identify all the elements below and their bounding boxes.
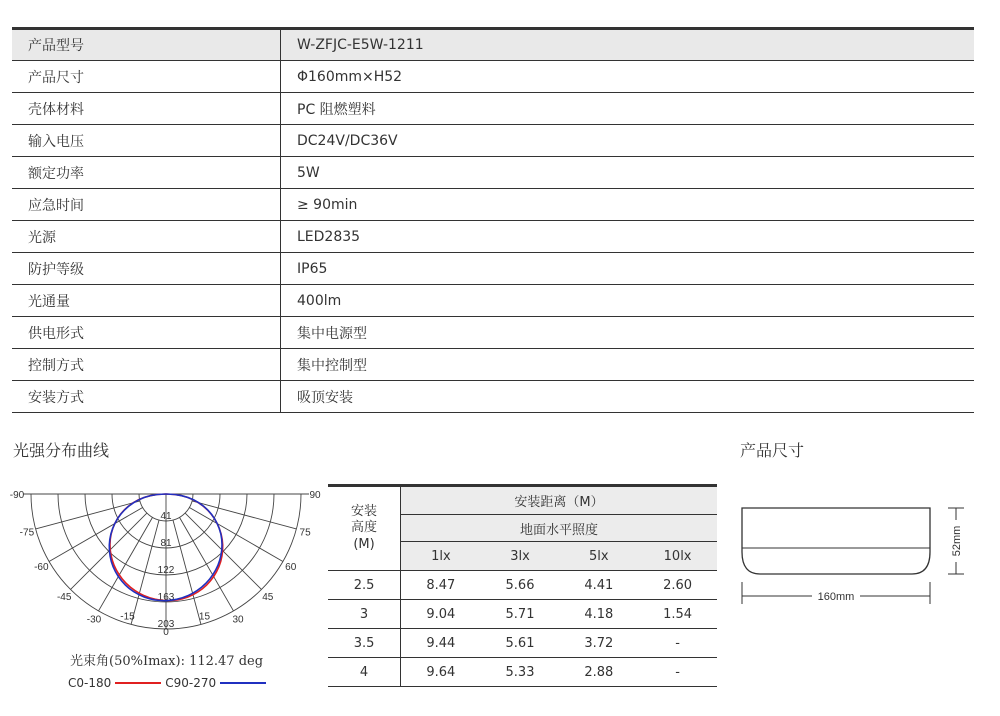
table-row [12,381,974,413]
spec-label: 光源 [12,221,281,253]
angle-label: -75 [19,527,35,539]
spec-value: 集中控制型 [281,349,975,381]
table-row [328,600,717,629]
angle-label: -15 [120,611,135,623]
spec-value: IP65 [281,253,975,285]
spec-value: W-ZFJC-E5W-1211 [281,29,975,61]
spec-table [12,27,974,413]
table-cell: 2.60 [638,571,717,600]
spec-value: LED2835 [281,221,975,253]
table-cell: 5.71 [481,600,560,629]
table-cell: 1.54 [638,600,717,629]
polar-radial-line [36,501,140,529]
width-label: 160mm [817,591,855,603]
table-row [328,629,717,658]
angle-label: 15 [198,611,211,623]
table-row [12,285,974,317]
polar-radial-line [131,520,159,624]
polar-labels [10,490,321,638]
height-cell: 2.5 [328,571,401,600]
table-row [12,61,974,93]
table-cell: 5.33 [481,658,560,687]
table-cell: 4.41 [559,571,638,600]
table-cell: - [638,658,717,687]
spec-label: 应急时间 [12,189,281,221]
illuminance-table [328,484,717,687]
spec-value: 5W [281,157,975,189]
light-distribution-chart [8,478,321,648]
spec-label: 光通量 [12,285,281,317]
height-cell: 3 [328,600,401,629]
spec-label: 额定功率 [12,157,281,189]
table-row [12,157,974,189]
angle-label: -30 [86,614,102,626]
spec-label: 供电形式 [12,317,281,349]
column-header: 1lx [401,542,481,571]
spec-value: DC24V/DC36V [281,125,975,157]
beam-angle-caption: 光束角(50%Imax): 112.47 deg [70,654,264,669]
ring-label: 81 [160,538,172,549]
table-row [12,189,974,221]
angle-label: 0 [163,627,169,638]
polar-radial-line [173,520,201,624]
column-header: 5lx [559,542,638,571]
polar-radial-line [192,501,296,529]
table-row [12,221,974,253]
table-cell: 9.64 [401,658,481,687]
distance-group-header: 安装距离（M） [401,486,717,515]
legend-c0-180-label: C0-180 [68,676,112,690]
table-cell: 5.61 [481,629,560,658]
table-cell: 9.44 [401,629,481,658]
table-row [12,317,974,349]
spec-label: 输入电压 [12,125,281,157]
spec-value: 吸顶安装 [281,381,975,413]
angle-label: -60 [34,562,49,573]
spec-value: ≥ 90min [281,189,975,221]
table-row [12,93,974,125]
product-outline [742,508,930,574]
height-header: 安装 高度 (M) [328,486,401,571]
spec-value: Φ160mm×H52 [281,61,975,93]
table-cell: - [638,629,717,658]
angle-label: -90 [9,490,25,501]
spec-label: 安装方式 [12,381,281,413]
table-cell: 5.66 [481,571,560,600]
spec-value: PC 阻燃塑料 [281,93,975,125]
angle-label: 90 [309,490,321,501]
table-cell: 8.47 [401,571,481,600]
angle-label: 30 [232,614,244,626]
ring-label: 122 [157,565,175,576]
spec-value: 400lm [281,285,975,317]
table-cell: 4.18 [559,600,638,629]
spec-label: 防护等级 [12,253,281,285]
ring-label: 41 [160,511,172,522]
spec-value: 集中电源型 [281,317,975,349]
spec-label: 产品型号 [12,29,281,61]
table-row [328,571,717,600]
ring-label: 203 [157,619,175,630]
illuminance-sub-header: 地面水平照度 [401,515,717,542]
spec-label: 产品尺寸 [12,61,281,93]
table-cell: 3.72 [559,629,638,658]
table-row [12,125,974,157]
spec-label: 壳体材料 [12,93,281,125]
table-row [12,349,974,381]
polar-radial-line [49,508,143,562]
dimensions-section-title: 产品尺寸 [740,441,805,460]
angle-label: 75 [299,527,311,539]
angle-label: 60 [285,562,297,573]
table-row [12,253,974,285]
table-cell: 2.88 [559,658,638,687]
ring-label: 163 [157,592,175,603]
table-cell: 9.04 [401,600,481,629]
legend-blue-line [220,682,266,684]
height-label: 52mm [951,525,963,557]
curve-section-title: 光强分布曲线 [13,441,110,460]
height-cell: 4 [328,658,401,687]
column-header: 10lx [638,542,717,571]
table-row [12,29,974,61]
column-header: 3lx [481,542,560,571]
spec-label: 控制方式 [12,349,281,381]
table-row [328,658,717,687]
angle-label: -45 [56,591,72,603]
legend-c90-270-label: C90-270 [165,676,217,690]
dimension-drawing [736,498,976,610]
height-cell: 3.5 [328,629,401,658]
polar-radial-line [189,508,283,562]
legend-red-line [115,682,161,684]
angle-label: 45 [262,591,274,603]
curve-legend [68,676,270,690]
